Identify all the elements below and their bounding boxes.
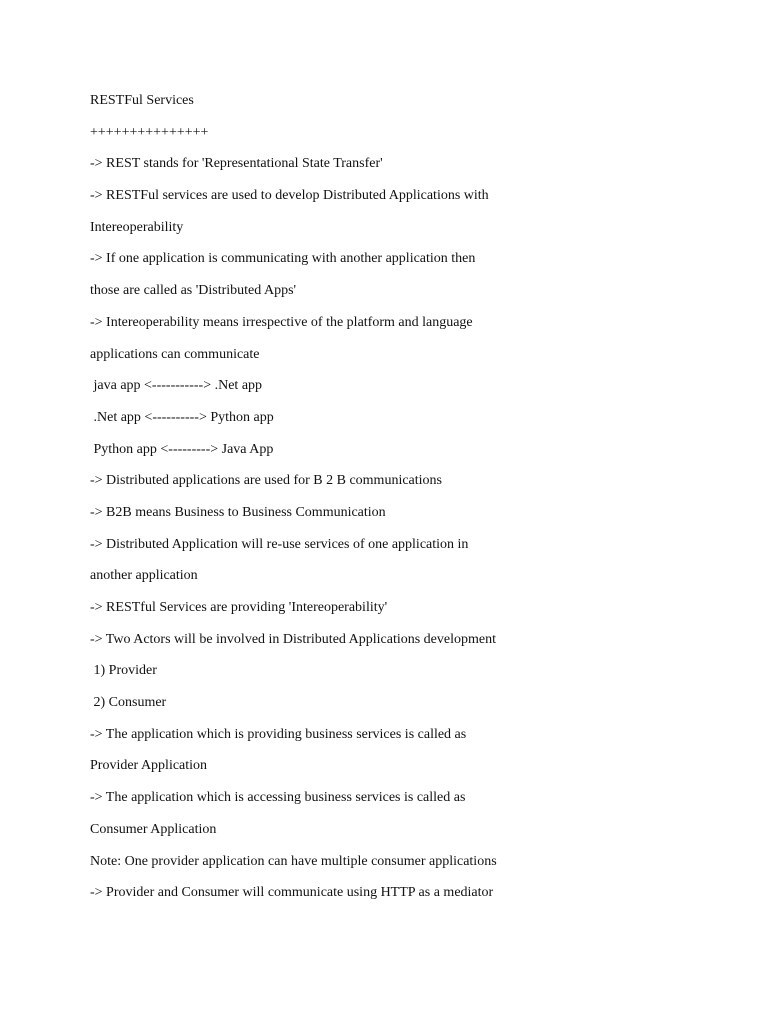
text-line: Intereoperability [90,219,184,235]
title-underline: +++++++++++++++ [90,124,209,140]
text-line: another application [90,568,198,584]
text-line: Python app <---------> Java App [90,441,274,457]
text-line: -> B2B means Business to Business Communication [90,504,386,520]
text-line: Consumer Application [90,821,217,837]
text-line: applications can communicate [90,346,260,362]
document-title: RESTFul Services [90,93,194,108]
text-line: those are called as 'Distributed Apps' [90,283,297,299]
document-body [90,87,730,911]
text-line: 2) Consumer [90,695,167,711]
text-line: Provider Application [90,758,208,774]
text-line: -> The application which is providing business services is called as [90,726,467,742]
text-line: -> Provider and Consumer will communicate using HTTP as a mediator [90,885,494,901]
text-line: java app <-----------> .Net app [90,378,263,394]
text-line: -> RESTful Services are providing 'Intereoperability' [90,600,388,615]
text-line: .Net app <----------> Python app [90,409,274,425]
text-line: -> Intereoperability means irrespective of the platform and language [90,314,473,330]
note-line: Note: One provider application can have multiple consumer applications [90,853,497,869]
text-line: -> Two Actors will be involved in Distributed Applications development [90,631,496,647]
text-line: -> RESTFul services are used to develop Distributed Applications with [90,188,489,204]
text-line: -> REST stands for 'Representational State Transfer' [90,156,383,172]
text-line: -> Distributed applications are used for B 2 B communications [90,473,442,489]
text-line: -> The application which is accessing business services is called as [90,790,466,806]
text-line: -> If one application is communicating with another application then [90,251,476,267]
text-line: 1) Provider [90,663,157,679]
text-line: -> Distributed Application will re-use services of one application in [90,536,469,552]
